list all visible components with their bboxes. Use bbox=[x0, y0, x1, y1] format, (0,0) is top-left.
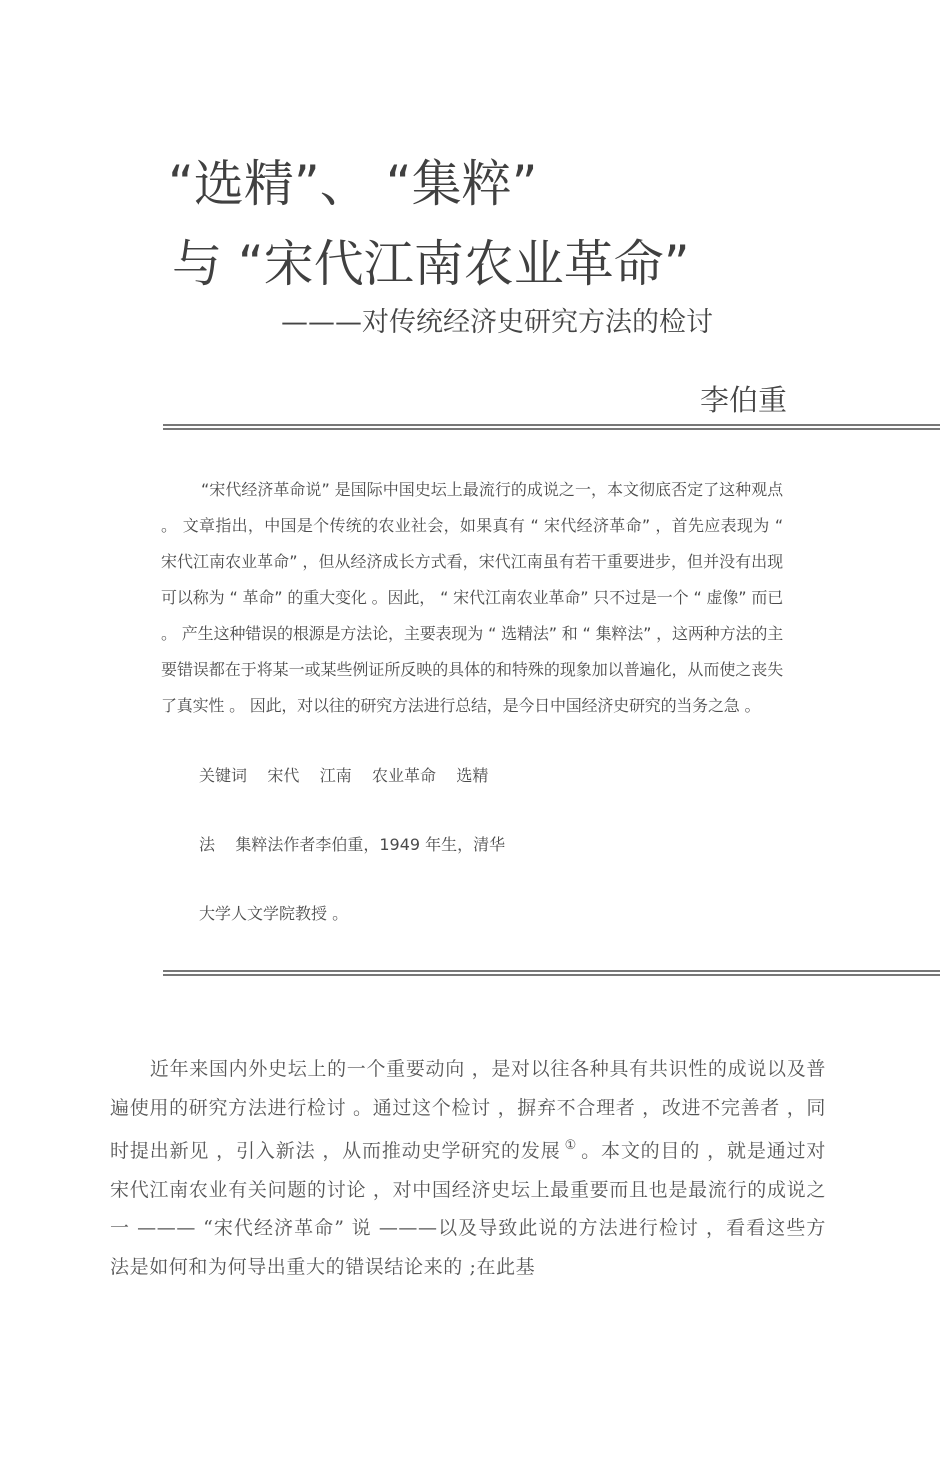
author-name: 李伯重 bbox=[700, 383, 788, 417]
article-title-line-1: “选精”、 “集粹” bbox=[168, 155, 538, 213]
article-title-line-2: 与 “宋代江南农业革命” bbox=[172, 235, 690, 293]
body-text-part-1: 近年来国内外史坛上的一个重要动向 ，是对以往各种具有共识性的成说以及普遍使用的研究方法进行检讨 。通过这个检讨 ，摒弃不合理者 ，改进不完善者 ，同时提出新见 ，引入新法 ，从而推动史学研究的发展 bbox=[110, 1058, 826, 1162]
body-paragraph bbox=[110, 1050, 826, 1286]
author-affiliation: 大学人文学院教授 。 bbox=[199, 904, 349, 923]
double-rule-divider-bottom bbox=[163, 970, 940, 976]
footnote-marker[interactable]: ① bbox=[564, 1138, 578, 1153]
body-text-part-2: 。本文的目的 ，就是通过对宋代江南农业有关问题的讨论 ，对中国经济史坛上最重要而且也是最流行的成说之一 ——— “宋代经济革命” 说 ———以及导致此说的方法进行检讨 ，看看这些方法是如何和为何导出重大的错误结论来的 ;在此基 bbox=[110, 1140, 827, 1278]
keywords-author-line: 法 集粹法作者李伯重，1949 年生，清华 bbox=[199, 835, 506, 854]
double-rule-divider-top bbox=[163, 424, 940, 430]
abstract-paragraph: “宋代经济革命说” 是国际中国史坛上最流行的成说之一，本文彻底否定了这种观点 。 文章指出，中国是个传统的农业社会，如果真有 “ 宋代经济革命” ，首先应表现为 “ 宋代江南农业革命” ，但从经济成长方式看，宋代江南虽有若干重要进步，但并没有出现可以称为 “ 革命” 的重大变化 。因此， “ 宋代江南农业革命” 只不过是一个 “ 虚像” 而已 。 产生这种错误的根源是方法论，主要表现为 “ 选精法” 和 “ 集粹法” ，这两种方法的主要错误都在于将某一或某些例证所反映的具体的和特殊的现象加以普遍化，从而使之丧失了真实性 。 因此，对以往的研究方法进行总结，是今日中国经济史研究的当务之急 。 bbox=[161, 480, 783, 715]
article-subtitle: ———对传统经济史研究方法的检讨 bbox=[281, 307, 713, 338]
keywords-line: 关键词 宋代 江南 农业革命 选精 bbox=[199, 766, 489, 785]
